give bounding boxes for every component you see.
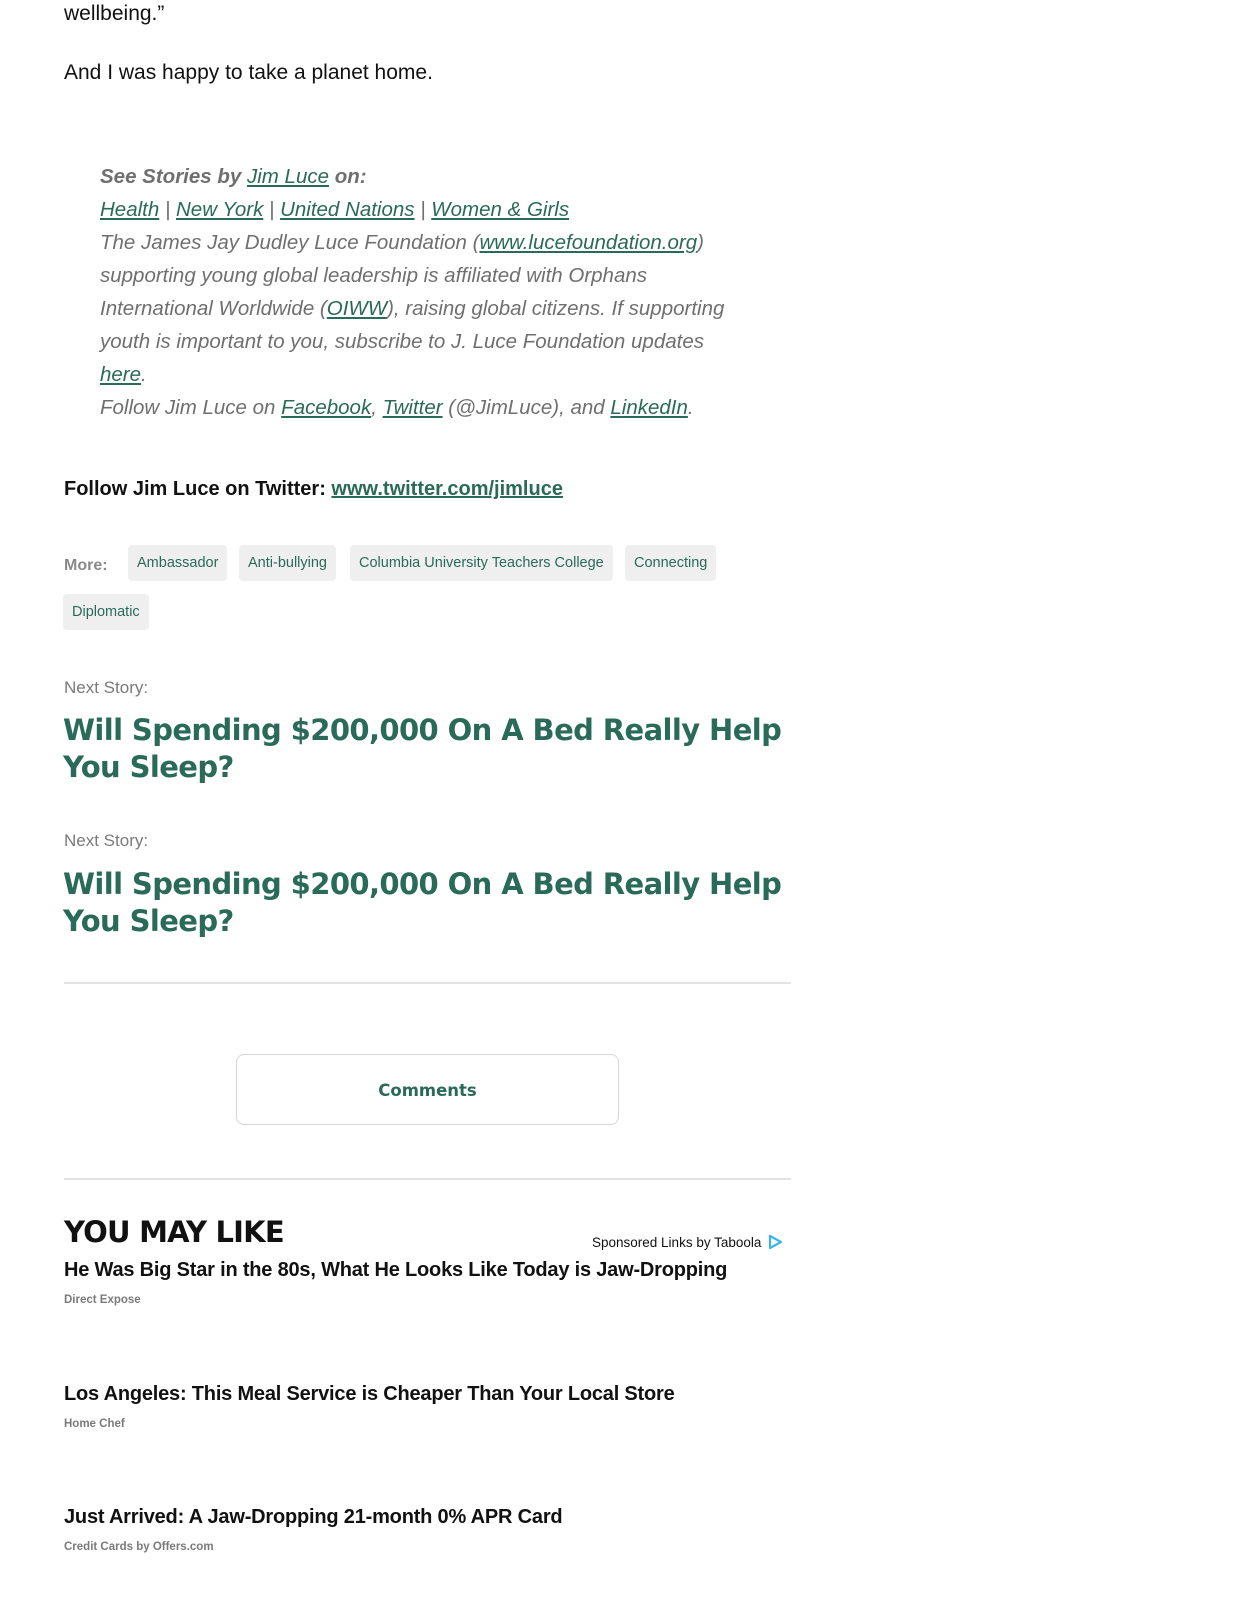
see-stories-suffix: on: (329, 165, 367, 188)
tag-ambassador[interactable]: Ambassador (128, 545, 227, 581)
topic-link-united-nations[interactable]: United Nations (280, 198, 415, 221)
topic-separator: | (263, 198, 281, 221)
foundation-text: The James Jay Dudley Luce Foundation ( (100, 231, 480, 254)
subscribe-here-link[interactable]: here (100, 363, 142, 386)
foundation-website-link[interactable]: www.lucefoundation.org (479, 231, 698, 254)
foundation-text: ) supporting young global leadership is affiliated with Orphans International Worldwide ( (100, 231, 704, 320)
follow-end: . (687, 396, 694, 419)
article-text-fragment: wellbeing.” (64, 2, 165, 25)
facebook-link[interactable]: Facebook (281, 396, 372, 419)
recommendation-source: Direct Expose (64, 1294, 141, 1306)
topic-link-new-york[interactable]: New York (175, 198, 264, 221)
twitter-link[interactable]: Twitter (382, 396, 443, 419)
twitter-handle: (@JimLuce), and (442, 396, 611, 419)
next-story-label: Next Story: (64, 678, 149, 697)
follow-prefix: Follow Jim Luce on (100, 396, 282, 419)
author-link[interactable]: Jim Luce (246, 165, 330, 188)
oiww-link[interactable]: OIWW (326, 297, 388, 320)
section-divider (64, 1178, 791, 1180)
recommendation-source: Credit Cards by Offers.com (64, 1541, 214, 1553)
foundation-description (100, 226, 750, 391)
next-story-title-link[interactable]: Will Spending $200,000 On A Bed Really Help You Sleep? (63, 867, 782, 938)
recommendation-title-link[interactable]: He Was Big Star in the 80s, What He Looks Like Today is Jaw-Dropping (64, 1259, 728, 1281)
sponsored-text: Sponsored Links by Taboola (592, 1235, 762, 1251)
linkedin-link[interactable]: LinkedIn (610, 396, 688, 419)
you-may-like-heading: YOU MAY LIKE (64, 1215, 284, 1249)
article-closing-line: And I was happy to take a planet home. (64, 61, 433, 84)
tag-connecting[interactable]: Connecting (625, 545, 716, 581)
recommendation-title-link[interactable]: Just Arrived: A Jaw-Dropping 21-month 0% APR Card (64, 1506, 563, 1528)
more-tags-label: More: (64, 557, 108, 574)
comments-button[interactable]: Comments (236, 1054, 619, 1125)
next-story-label: Next Story: (64, 831, 149, 850)
see-stories-prefix: See Stories by (100, 165, 247, 188)
sponsored-links-label[interactable] (592, 1234, 783, 1253)
taboola-play-icon (767, 1234, 783, 1253)
tag-columbia-university-teachers-college[interactable]: Columbia University Teachers College (350, 545, 613, 581)
follow-twitter-label: Follow Jim Luce on Twitter: (64, 478, 332, 500)
topic-separator: | (414, 198, 432, 221)
follow-comma: , (371, 396, 383, 419)
see-stories-line (100, 160, 750, 193)
next-story-title-link[interactable]: Will Spending $200,000 On A Bed Really Help You Sleep? (63, 713, 782, 784)
topic-link-women-girls[interactable]: Women & Girls (431, 198, 570, 221)
foundation-text: . (141, 363, 147, 386)
twitter-profile-link[interactable]: www.twitter.com/jimluce (331, 478, 563, 500)
topic-separator: | (159, 198, 176, 221)
topic-links (100, 193, 750, 226)
recommendation-title-link[interactable]: Los Angeles: This Meal Service is Cheaper Than Your Local Store (64, 1383, 675, 1405)
social-follow-line (100, 391, 750, 424)
author-callout (100, 160, 750, 424)
foundation-text: ), raising global citizens. If supporting youth is important to you, subscribe to J. Luce Foundation updates (100, 297, 725, 353)
recommendation-source: Home Chef (64, 1418, 125, 1430)
tag-anti-bullying[interactable]: Anti-bullying (239, 545, 336, 581)
follow-twitter-line (64, 478, 563, 501)
tag-diplomatic[interactable]: Diplomatic (63, 594, 149, 630)
topic-link-health[interactable]: Health (100, 198, 160, 221)
section-divider (64, 982, 791, 984)
